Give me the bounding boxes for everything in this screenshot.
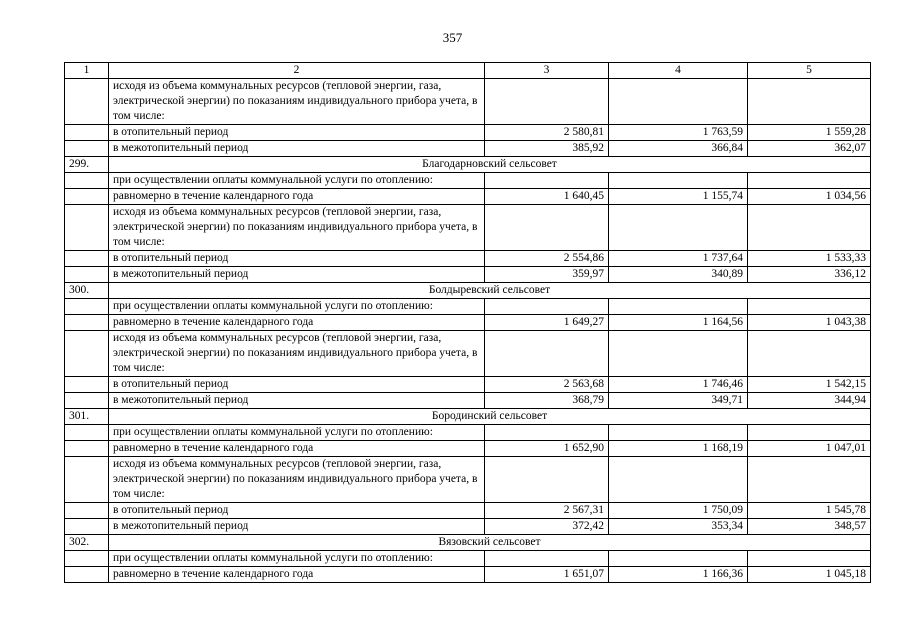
- section-header-row: [65, 157, 871, 173]
- value-col-4: 340,89: [609, 267, 748, 283]
- value-col-3: [485, 551, 609, 567]
- table-row: [65, 251, 871, 267]
- value-col-3: 385,92: [485, 141, 609, 157]
- value-col-3: [485, 299, 609, 315]
- table-row: [65, 567, 871, 583]
- value-col-4: [609, 299, 748, 315]
- row-index-cell: [65, 189, 109, 205]
- value-col-4: 1 164,56: [609, 315, 748, 331]
- row-description: в отопительный период: [109, 125, 485, 141]
- table-row: [65, 299, 871, 315]
- value-col-3: [485, 205, 609, 251]
- table-row: [65, 79, 871, 125]
- table-row: [65, 393, 871, 409]
- value-col-4: [609, 173, 748, 189]
- value-col-4: 353,34: [609, 519, 748, 535]
- value-col-3: 1 652,90: [485, 441, 609, 457]
- value-col-4: [609, 331, 748, 377]
- section-index: 301.: [65, 409, 109, 425]
- column-number-4: 4: [609, 63, 748, 79]
- value-col-3: 368,79: [485, 393, 609, 409]
- section-name: Благодарновский сельсовет: [109, 157, 871, 173]
- row-description: в межотопительный период: [109, 267, 485, 283]
- value-col-5: [748, 173, 871, 189]
- value-col-5: 1 545,78: [748, 503, 871, 519]
- section-name: Вязовский сельсовет: [109, 535, 871, 551]
- value-col-3: [485, 173, 609, 189]
- value-col-3: [485, 425, 609, 441]
- row-description: равномерно в течение календарного года: [109, 441, 485, 457]
- value-col-3: 2 554,86: [485, 251, 609, 267]
- value-col-5: 1 043,38: [748, 315, 871, 331]
- value-col-5: 336,12: [748, 267, 871, 283]
- section-header-row: [65, 409, 871, 425]
- row-index-cell: [65, 377, 109, 393]
- row-index-cell: [65, 315, 109, 331]
- column-number-1: 1: [65, 63, 109, 79]
- row-index-cell: [65, 205, 109, 251]
- section-header-row: [65, 535, 871, 551]
- row-description: равномерно в течение календарного года: [109, 315, 485, 331]
- value-col-4: 1 168,19: [609, 441, 748, 457]
- row-description: равномерно в течение календарного года: [109, 567, 485, 583]
- value-col-5: 1 045,18: [748, 567, 871, 583]
- row-index-cell: [65, 79, 109, 125]
- table-row: [65, 189, 871, 205]
- row-description: в отопительный период: [109, 503, 485, 519]
- table-row: [65, 503, 871, 519]
- section-name: Болдыревский сельсовет: [109, 283, 871, 299]
- value-col-3: [485, 457, 609, 503]
- value-col-5: [748, 79, 871, 125]
- value-col-3: 372,42: [485, 519, 609, 535]
- section-index: 300.: [65, 283, 109, 299]
- row-description: исходя из объема коммунальных ресурсов (тепловой энергии, газа, электрической энергии) по показаниям индивидуального прибора учета, в том числе:: [109, 457, 485, 503]
- section-header-row: [65, 283, 871, 299]
- value-col-4: [609, 79, 748, 125]
- row-index-cell: [65, 503, 109, 519]
- table-row: [65, 441, 871, 457]
- value-col-3: 2 567,31: [485, 503, 609, 519]
- row-description: равномерно в течение календарного года: [109, 189, 485, 205]
- section-index: 302.: [65, 535, 109, 551]
- row-index-cell: [65, 141, 109, 157]
- tariff-table: [64, 62, 871, 583]
- value-col-4: [609, 205, 748, 251]
- value-col-4: 1 746,46: [609, 377, 748, 393]
- row-description: в отопительный период: [109, 251, 485, 267]
- row-index-cell: [65, 125, 109, 141]
- value-col-4: 366,84: [609, 141, 748, 157]
- table-row: [65, 377, 871, 393]
- table-row: [65, 205, 871, 251]
- value-col-4: 1 763,59: [609, 125, 748, 141]
- row-description: при осуществлении оплаты коммунальной услуги по отоплению:: [109, 425, 485, 441]
- value-col-4: 1 155,74: [609, 189, 748, 205]
- value-col-4: [609, 551, 748, 567]
- row-description: исходя из объема коммунальных ресурсов (тепловой энергии, газа, электрической энергии) по показаниям индивидуального прибора учета, в том числе:: [109, 205, 485, 251]
- table-row: [65, 457, 871, 503]
- value-col-5: [748, 425, 871, 441]
- row-index-cell: [65, 551, 109, 567]
- column-number-3: 3: [485, 63, 609, 79]
- row-index-cell: [65, 299, 109, 315]
- value-col-3: 1 651,07: [485, 567, 609, 583]
- row-description: при осуществлении оплаты коммунальной услуги по отоплению:: [109, 299, 485, 315]
- table-row: [65, 125, 871, 141]
- value-col-5: [748, 331, 871, 377]
- value-col-5: 1 559,28: [748, 125, 871, 141]
- value-col-4: [609, 457, 748, 503]
- value-col-5: [748, 551, 871, 567]
- value-col-3: 2 563,68: [485, 377, 609, 393]
- table-row: [65, 267, 871, 283]
- page-number: 357: [442, 30, 463, 45]
- table-row: [65, 425, 871, 441]
- value-col-4: 349,71: [609, 393, 748, 409]
- value-col-4: 1 750,09: [609, 503, 748, 519]
- value-col-4: 1 737,64: [609, 251, 748, 267]
- value-col-3: 1 640,45: [485, 189, 609, 205]
- value-col-5: 344,94: [748, 393, 871, 409]
- table-row: [65, 331, 871, 377]
- row-description: исходя из объема коммунальных ресурсов (тепловой энергии, газа, электрической энергии) по показаниям индивидуального прибора учета, в том числе:: [109, 79, 485, 125]
- table-row: [65, 315, 871, 331]
- column-number-5: 5: [748, 63, 871, 79]
- row-description: в межотопительный период: [109, 393, 485, 409]
- row-index-cell: [65, 441, 109, 457]
- row-description: при осуществлении оплаты коммунальной услуги по отоплению:: [109, 173, 485, 189]
- value-col-3: [485, 331, 609, 377]
- row-index-cell: [65, 425, 109, 441]
- section-name: Бородинский сельсовет: [109, 409, 871, 425]
- value-col-4: 1 166,36: [609, 567, 748, 583]
- row-description: при осуществлении оплаты коммунальной услуги по отоплению:: [109, 551, 485, 567]
- value-col-5: [748, 457, 871, 503]
- value-col-5: 1 047,01: [748, 441, 871, 457]
- value-col-3: 2 580,81: [485, 125, 609, 141]
- table-row: [65, 141, 871, 157]
- value-col-5: 1 542,15: [748, 377, 871, 393]
- tariff-table-body: [65, 63, 871, 583]
- row-index-cell: [65, 267, 109, 283]
- value-col-5: [748, 205, 871, 251]
- row-description: в межотопительный период: [109, 519, 485, 535]
- row-index-cell: [65, 173, 109, 189]
- section-index: 299.: [65, 157, 109, 173]
- row-index-cell: [65, 331, 109, 377]
- value-col-5: 1 533,33: [748, 251, 871, 267]
- table-row: [65, 173, 871, 189]
- value-col-5: 362,07: [748, 141, 871, 157]
- table-row: [65, 519, 871, 535]
- value-col-5: [748, 299, 871, 315]
- row-index-cell: [65, 393, 109, 409]
- value-col-5: 1 034,56: [748, 189, 871, 205]
- value-col-4: [609, 425, 748, 441]
- table-row: [65, 551, 871, 567]
- row-description: в межотопительный период: [109, 141, 485, 157]
- row-index-cell: [65, 519, 109, 535]
- column-number-row: [65, 63, 871, 79]
- row-index-cell: [65, 457, 109, 503]
- value-col-3: [485, 79, 609, 125]
- row-index-cell: [65, 251, 109, 267]
- row-index-cell: [65, 567, 109, 583]
- value-col-3: 359,97: [485, 267, 609, 283]
- column-number-2: 2: [109, 63, 485, 79]
- value-col-3: 1 649,27: [485, 315, 609, 331]
- row-description: исходя из объема коммунальных ресурсов (тепловой энергии, газа, электрической энергии) по показаниям индивидуального прибора учета, в том числе:: [109, 331, 485, 377]
- row-description: в отопительный период: [109, 377, 485, 393]
- value-col-5: 348,57: [748, 519, 871, 535]
